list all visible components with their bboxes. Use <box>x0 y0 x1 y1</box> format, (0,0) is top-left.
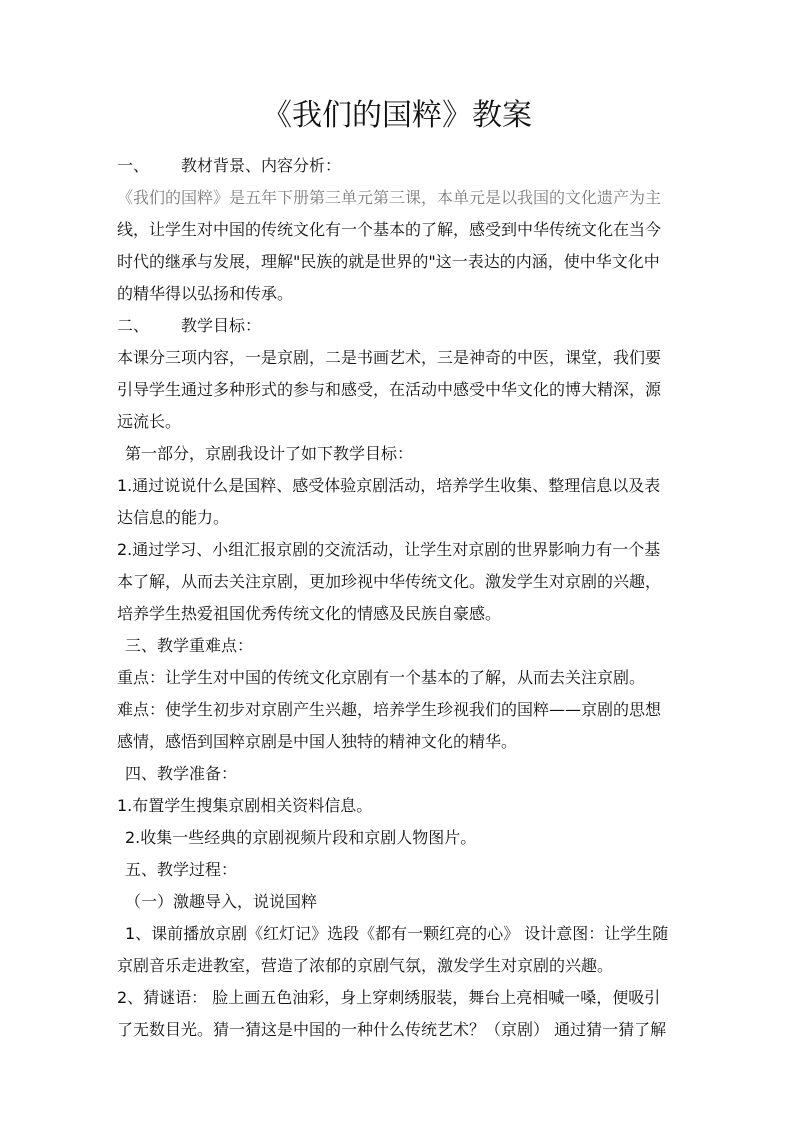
line-text: 2.通过学习、小组汇报京剧的交流活动，让学生对京剧的世界影响力有一个基 <box>117 540 661 559</box>
text-line <box>117 662 680 694</box>
text-line <box>117 534 680 566</box>
line-text: 第一部分，京剧我设计了如下教学目标： <box>125 444 414 463</box>
document-body <box>117 150 680 1046</box>
text-line <box>117 182 680 214</box>
page-title: 《我们的国粹》教案 <box>262 98 532 133</box>
section-number: 一、 <box>117 156 150 175</box>
line-text: 的精华得以弘扬和传承。 <box>117 284 294 303</box>
text-line <box>117 214 680 246</box>
line-text: 重点：让学生对中国的传统文化京剧有一个基本的了解，从而去关注京剧。 <box>117 668 646 687</box>
section-number: 二、 <box>117 316 150 335</box>
line-text: 线，让学生对中国的传统文化有一个基本的了解，感受到中华传统文化在当今 <box>117 220 662 239</box>
text-line <box>117 822 680 854</box>
line-text: 1.通过说说什么是国粹、感受体验京剧活动，培养学生收集、整理信息以及表 <box>117 476 661 495</box>
text-line <box>117 278 680 310</box>
text-line <box>117 790 680 822</box>
line-text: 本课分三项内容，一是京剧，二是书画艺术，三是神奇的中医，课堂，我们要 <box>117 348 662 367</box>
text-line <box>117 630 680 662</box>
section-heading: 教材背景、内容分析： <box>181 156 342 175</box>
line-text: 五、教学过程： <box>125 860 238 879</box>
line-text: （一）激趣导入，说说国粹 <box>125 892 318 911</box>
text-line <box>117 246 680 278</box>
text-line <box>117 566 680 598</box>
line-text: 1、课前播放京剧《红灯记》选段《都有一颗红亮的心》 设计意图：让学生随 <box>125 924 669 943</box>
line-text: 《我们的国粹》是五年下册第三单元第三课，本单元是以我国的文化遗产为主 <box>117 188 662 207</box>
line-text: 了无数目光。猜一猜这是中国的一种什么传统艺术？（京剧） 通过猜一猜了解 <box>117 1020 667 1039</box>
text-line <box>117 918 680 950</box>
text-line <box>117 950 680 982</box>
text-line <box>117 438 680 470</box>
line-text: 京剧音乐走进教室，营造了浓郁的京剧气氛，激发学生对京剧的兴趣。 <box>117 956 614 975</box>
text-line <box>117 854 680 886</box>
line-text: 本了解，从而去关注京剧，更加珍视中华传统文化。激发学生对京剧的兴趣， <box>117 572 662 591</box>
line-text: 三、教学重难点： <box>125 636 254 655</box>
text-line <box>117 758 680 790</box>
text-line <box>117 470 680 502</box>
text-line <box>117 502 680 534</box>
line-text: 四、教学准备： <box>125 764 238 783</box>
text-line <box>117 374 680 406</box>
text-line <box>117 694 680 726</box>
text-line <box>117 1014 680 1046</box>
line-text: 2.收集一些经典的京剧视频片段和京剧人物图片。 <box>125 828 477 847</box>
text-line <box>117 406 680 438</box>
line-text: 感情，感悟到国粹京剧是中国人独特的精神文化的精华。 <box>117 732 518 751</box>
line-text: 远流长。 <box>117 412 182 431</box>
text-line <box>117 726 680 758</box>
text-line <box>117 150 680 182</box>
line-text: 难点：使学生初步对京剧产生兴趣，培养学生珍视我们的国粹——京剧的思想 <box>117 700 662 719</box>
line-text: 培养学生热爱祖国优秀传统文化的情感及民族自豪感。 <box>117 604 502 623</box>
text-line <box>117 886 680 918</box>
line-text: 引导学生通过多种形式的参与和感受，在活动中感受中华文化的博大精深，源 <box>117 380 662 399</box>
line-text: 时代的继承与发展，理解"民族的就是世界的"这一表达的内涵，使中华文化中 <box>117 252 660 271</box>
line-text: 2、猜谜语： 脸上画五色油彩，身上穿刺绣服装，舞台上亮相喊一嗓，便吸引 <box>117 988 661 1007</box>
text-line <box>117 342 680 374</box>
line-text: 达信息的能力。 <box>117 508 230 527</box>
text-line <box>117 310 680 342</box>
section-heading: 教学目标： <box>181 316 262 335</box>
text-line <box>117 598 680 630</box>
text-line <box>117 982 680 1014</box>
line-text: 1.布置学生搜集京剧相关资料信息。 <box>117 796 373 815</box>
